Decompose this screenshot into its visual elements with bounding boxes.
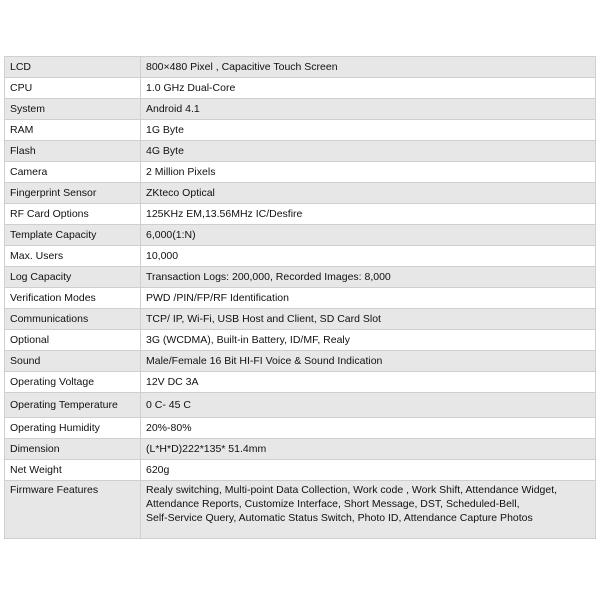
spec-value: Male/Female 16 Bit HI-FI Voice & Sound Indication — [141, 351, 596, 372]
table-row — [5, 78, 596, 99]
spec-value-line: Realy switching, Multi-point Data Collection, Work code , Work Shift, Attendance Widget, — [146, 484, 558, 496]
spec-label: Dimension — [5, 439, 141, 460]
spec-value: 6,000(1:N) — [141, 225, 596, 246]
spec-value: 2 Million Pixels — [141, 162, 596, 183]
spec-label: Sound — [5, 351, 141, 372]
spec-label: Net Weight — [5, 460, 141, 481]
spec-value: 1G Byte — [141, 120, 596, 141]
table-row — [5, 204, 596, 225]
spec-value: 800×480 Pixel , Capacitive Touch Screen — [141, 57, 596, 78]
table-row — [5, 330, 596, 351]
spec-value-line: Self-Service Query, Automatic Status Switch, Photo ID, Attendance Capture Photos — [146, 512, 533, 524]
spec-label: CPU — [5, 78, 141, 99]
table-row — [5, 141, 596, 162]
spec-value: 4G Byte — [141, 141, 596, 162]
spec-label: Fingerprint Sensor — [5, 183, 141, 204]
spec-label: RAM — [5, 120, 141, 141]
spec-value: 20%-80% — [141, 418, 596, 439]
table-row — [5, 372, 596, 393]
table-row — [5, 439, 596, 460]
spec-value: Android 4.1 — [141, 99, 596, 120]
spec-label: Flash — [5, 141, 141, 162]
spec-label: Operating Humidity — [5, 418, 141, 439]
spec-value: 620g — [141, 460, 596, 481]
table-row — [5, 267, 596, 288]
table-row — [5, 246, 596, 267]
spec-label: Optional — [5, 330, 141, 351]
table-row — [5, 418, 596, 439]
table-row — [5, 481, 596, 539]
table-row — [5, 57, 596, 78]
table-row — [5, 460, 596, 481]
table-row — [5, 120, 596, 141]
table-row — [5, 225, 596, 246]
spec-label: Operating Voltage — [5, 372, 141, 393]
table-row — [5, 309, 596, 330]
table-row — [5, 162, 596, 183]
spec-value: 10,000 — [141, 246, 596, 267]
spec-table — [4, 56, 596, 539]
spec-value: (L*H*D)222*135* 51.4mm — [141, 439, 596, 460]
spec-label: Template Capacity — [5, 225, 141, 246]
table-row — [5, 393, 596, 418]
spec-label: Verification Modes — [5, 288, 141, 309]
spec-label: LCD — [5, 57, 141, 78]
spec-label: Max. Users — [5, 246, 141, 267]
spec-value: 3G (WCDMA), Built-in Battery, ID/MF, Realy — [141, 330, 596, 351]
table-row — [5, 351, 596, 372]
spec-label: RF Card Options — [5, 204, 141, 225]
spec-value-line: Attendance Reports, Customize Interface, Short Message, DST, Scheduled-Bell, — [146, 498, 520, 510]
spec-value — [141, 481, 596, 539]
spec-value: TCP/ IP, Wi-Fi, USB Host and Client, SD Card Slot — [141, 309, 596, 330]
table-row — [5, 183, 596, 204]
spec-label: Log Capacity — [5, 267, 141, 288]
spec-value: 1.0 GHz Dual-Core — [141, 78, 596, 99]
spec-label: Operating Temperature — [5, 393, 141, 418]
spec-value: 125KHz EM,13.56MHz IC/Desfire — [141, 204, 596, 225]
spec-label: Camera — [5, 162, 141, 183]
spec-value: ZKteco Optical — [141, 183, 596, 204]
spec-label: System — [5, 99, 141, 120]
spec-value: 12V DC 3A — [141, 372, 596, 393]
spec-value: Transaction Logs: 200,000, Recorded Images: 8,000 — [141, 267, 596, 288]
spec-label: Firmware Features — [5, 481, 141, 539]
spec-value: PWD /PIN/FP/RF Identification — [141, 288, 596, 309]
table-row — [5, 288, 596, 309]
spec-label: Communications — [5, 309, 141, 330]
table-row — [5, 99, 596, 120]
spec-value: 0 C- 45 C — [141, 393, 596, 418]
